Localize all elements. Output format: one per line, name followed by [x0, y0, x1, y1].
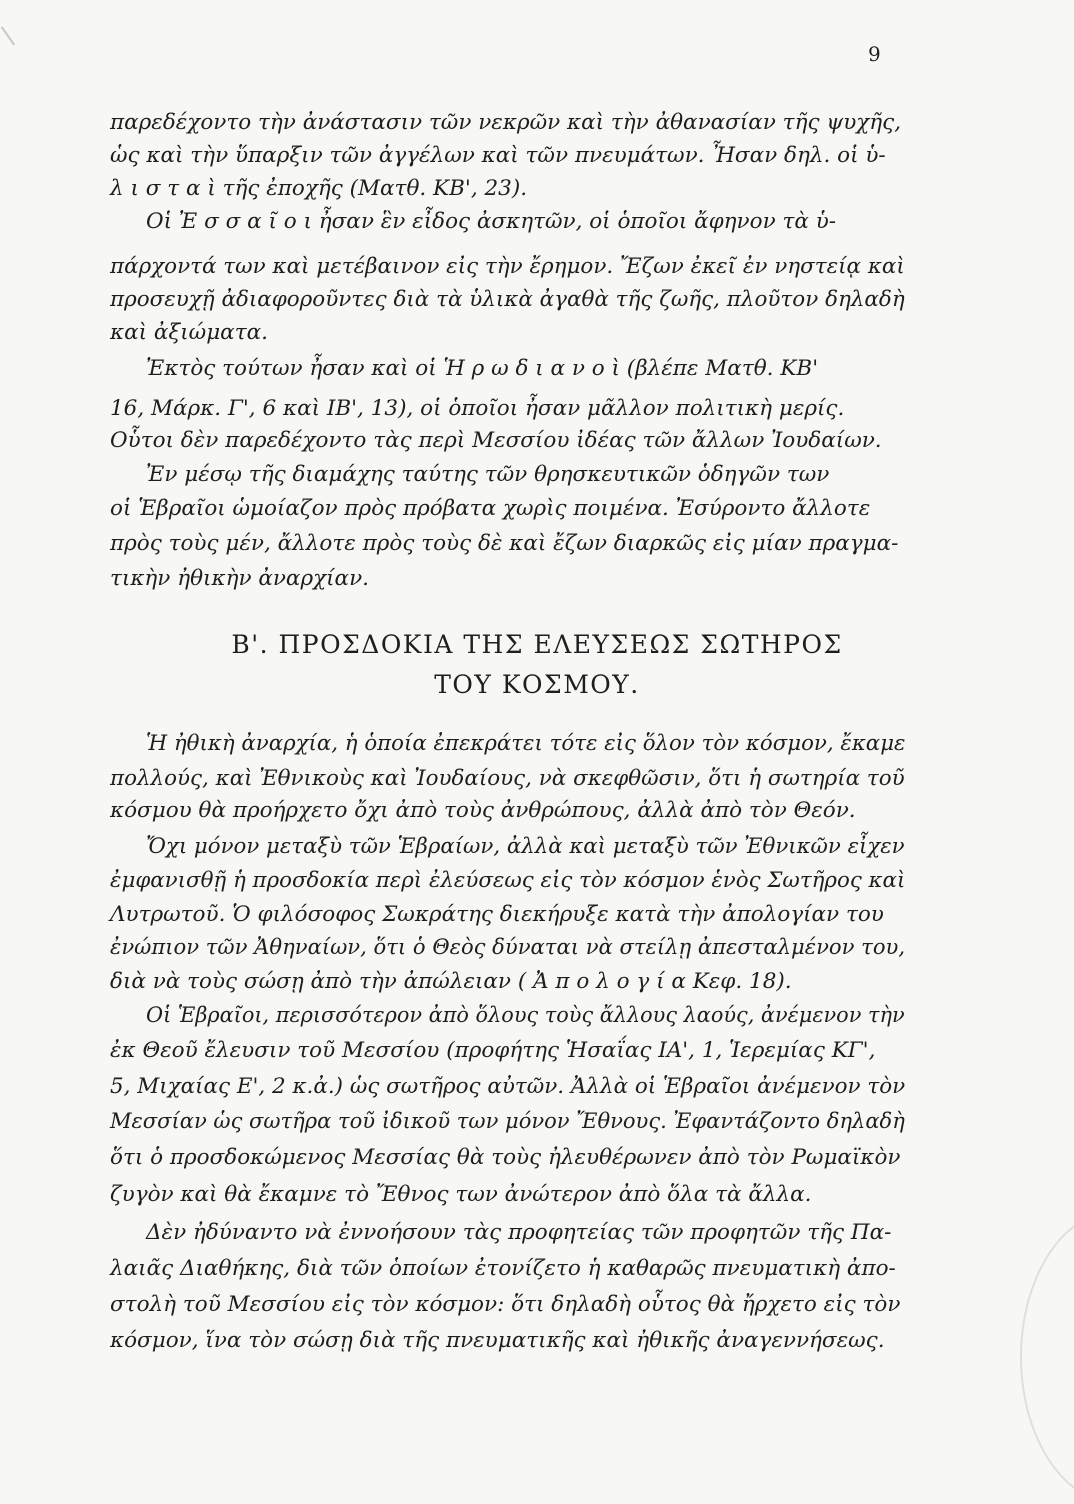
text-line: ἐκ Θεοῦ ἔλευσιν τοῦ Μεσσίου (προφήτης Ἡσαΐας ΙΑ', 1, Ἱερεμίας ΚΓ',: [110, 1038, 876, 1063]
section-heading-continuation: ΤΟΥ ΚΟΣΜΟΥ.: [434, 670, 640, 699]
section-heading: Β'. ΠΡΟΣΔΟΚΙΑ ΤΗΣ ΕΛΕΥΣΕΩΣ ΣΩΤΗΡΟΣ: [231, 630, 843, 659]
text-line: Οἱ Ἑβραῖοι, περισσότερον ἀπὸ ὅλους τοὺς ἄλλους λαούς, ἀνέμενον τὴν: [146, 1003, 905, 1028]
text-line: πρὸς τοὺς μέν, ἄλλοτε πρὸς τοὺς δὲ καὶ ἔζων διαρκῶς εἰς μίαν πραγμα-: [110, 531, 899, 556]
text-line: ζυγὸν καὶ θὰ ἔκαμνε τὸ Ἔθνος των ἀνώτερον ἀπὸ ὅλα τὰ ἄλλα.: [110, 1182, 812, 1207]
text-line: καὶ ἀξιώματα.: [110, 320, 268, 345]
text-line: προσευχῇ ἀδιαφοροῦντες διὰ τὰ ὑλικὰ ἀγαθὰ τῆς ζωῆς, πλοῦτον δηλαδὴ: [110, 287, 905, 312]
text-line: ἐμφανισθῇ ἡ προσδοκία περὶ ἐλεύσεως εἰς τὸν κόσμον ἑνὸς Σωτῆρος καὶ: [110, 868, 906, 893]
text-line: ὅτι ὁ προσδοκώμενος Μεσσίας θὰ τοὺς ἠλευθέρωνεν ἀπὸ τὸν Ρωμαϊκὸν: [110, 1145, 901, 1170]
text-line: ἐνώπιον τῶν Ἀθηναίων, ὅτι ὁ Θεὸς δύναται νὰ στείλῃ ἀπεσταλμένον του,: [110, 935, 906, 960]
text-line: οἱ Ἑβραῖοι ὡμοίαζον πρὸς πρόβατα χωρὶς ποιμένα. Ἐσύροντο ἄλλοτε: [110, 496, 871, 521]
text-line: Ὄχι μόνον μεταξὺ τῶν Ἑβραίων, ἀλλὰ καὶ μεταξὺ τῶν Ἐθνικῶν εἶχεν: [146, 834, 905, 859]
text-line: λαιᾶς Διαθήκης, διὰ τῶν ὁποίων ἐτονίζετο ἡ καθαρῶς πνευματικὴ ἀπο-: [110, 1256, 896, 1281]
text-line: Δὲν ἠδύναντο νὰ ἐννοήσουν τὰς προφητείας τῶν προφητῶν τῆς Πα-: [146, 1220, 892, 1245]
page-number: 9: [868, 42, 881, 66]
text-line: στολὴ τοῦ Μεσσίου εἰς τὸν κόσμον: ὅτι δηλαδὴ οὗτος θὰ ἤρχετο εἰς τὸν: [110, 1292, 901, 1317]
text-line: 16, Μάρκ. Γ', 6 καὶ ΙΒ', 13), οἱ ὁποῖοι ἦσαν μᾶλλον πολιτικὴ μερίς.: [110, 396, 845, 421]
text-line: τικὴν ἠθικὴν ἀναρχίαν.: [110, 566, 369, 591]
text-line: λ ι σ τ α ὶ τῆς ἐποχῆς (Ματθ. ΚΒ', 23).: [110, 176, 528, 201]
text-line: διὰ νὰ τοὺς σώσῃ ἀπὸ τὴν ἀπώλειαν ( Ἀ π ο λ ο γ ί α Κεφ. 18).: [110, 969, 792, 994]
text-line: πολλούς, καὶ Ἐθνικοὺς καὶ Ἰουδαίους, νὰ σκεφθῶσιν, ὅτι ἡ σωτηρία τοῦ: [110, 766, 905, 791]
text-line: Λυτρωτοῦ. Ὁ φιλόσοφος Σωκράτης διεκήρυξε κατὰ τὴν ἀπολογίαν του: [110, 902, 884, 927]
text-line: Ἐκτὸς τούτων ἦσαν καὶ οἱ Ἡ ρ ω δ ι α ν ο ὶ (βλέπε Ματθ. ΚΒ': [146, 356, 819, 381]
text-line: Ἐν μέσῳ τῆς διαμάχης ταύτης τῶν θρησκευτικῶν ὁδηγῶν των: [146, 462, 830, 487]
library-stamp: [1020, 1210, 1074, 1504]
text-line: ὡς καὶ τὴν ὕπαρξιν τῶν ἀγγέλων καὶ τῶν πνευμάτων. Ἦσαν δηλ. οἱ ὑ-: [110, 143, 886, 168]
text-line: κόσμου θὰ προήρχετο ὄχι ἀπὸ τοὺς ἀνθρώπους, ἀλλὰ ἀπὸ τὸν Θεόν.: [110, 798, 856, 823]
text-line: 5, Μιχαίας Ε', 2 κ.ἀ.) ὡς σωτῆρος αὐτῶν. Ἀλλὰ οἱ Ἑβραῖοι ἀνέμενον τὸν: [110, 1074, 906, 1099]
text-line: κόσμον, ἵνα τὸν σώσῃ διὰ τῆς πνευματικῆς καὶ ἠθικῆς ἀναγεννήσεως.: [110, 1328, 885, 1353]
text-line: παρεδέχοντο τὴν ἀνάστασιν τῶν νεκρῶν καὶ τὴν ἀθανασίαν τῆς ψυχῆς,: [110, 110, 902, 135]
text-line: Ἡ ἠθικὴ ἀναρχία, ἡ ὁποία ἐπεκράτει τότε εἰς ὅλον τὸν κόσμον, ἔκαμε: [146, 731, 906, 756]
text-line: Οἱ Ἐ σ σ α ῖ ο ι ἦσαν ἓν εἶδος ἀσκητῶν, οἱ ὁποῖοι ἄφηνον τὰ ὑ-: [146, 209, 837, 234]
text-line: Μεσσίαν ὡς σωτῆρα τοῦ ἰδικοῦ των μόνον Ἔθνους. Ἐφαντάζοντο δηλαδὴ: [110, 1109, 905, 1134]
text-line: πάρχοντά των καὶ μετέβαινον εἰς τὴν ἔρημον. Ἔζων ἐκεῖ ἐν νηστείᾳ καὶ: [110, 254, 905, 279]
text-line: Οὗτοι δὲν παρεδέχοντο τὰς περὶ Μεσσίου ἰδέας τῶν ἄλλων Ἰουδαίων.: [110, 428, 882, 453]
scan-mark: [1, 21, 23, 46]
